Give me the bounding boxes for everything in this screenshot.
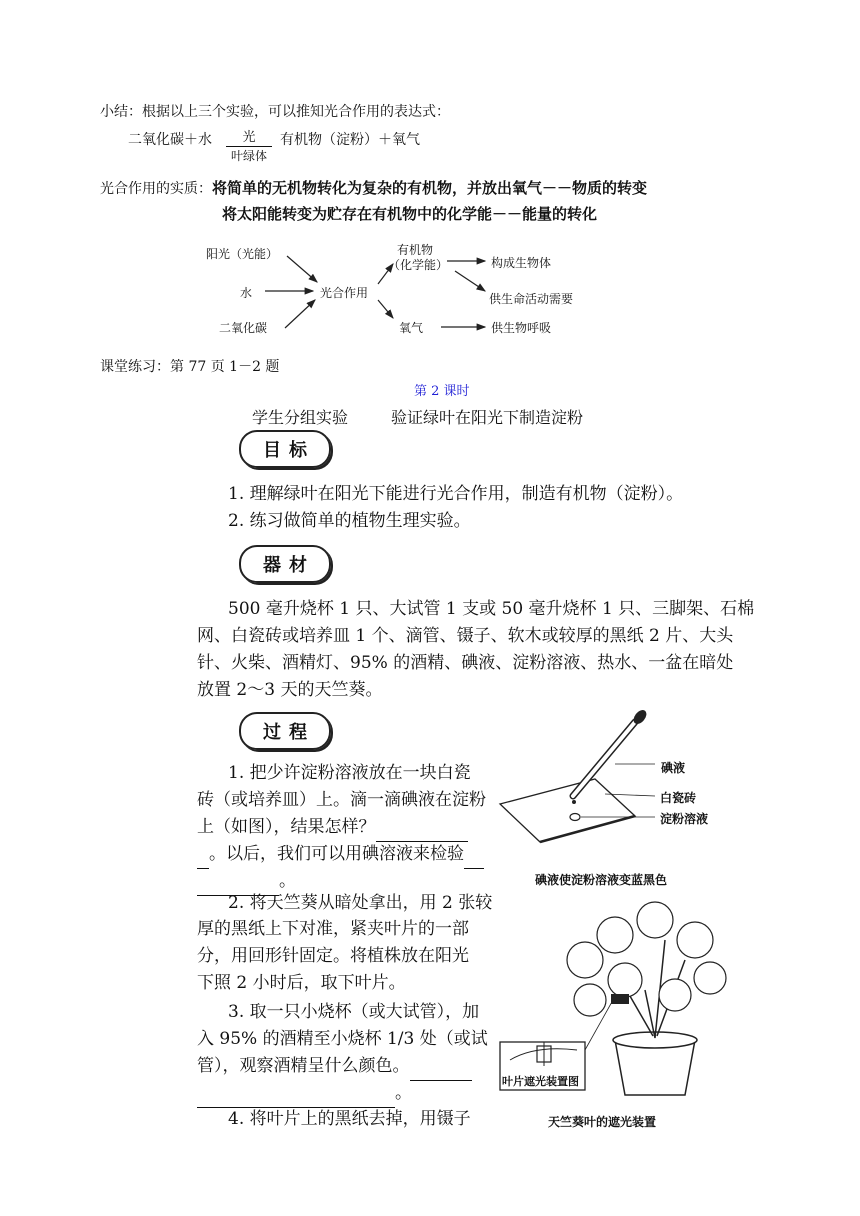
step2-line1: 2. 将天竺葵从暗处拿出，用 2 张较 [228, 893, 493, 913]
arrow-to-life [455, 271, 485, 291]
flow-oxygen: 氧气 [399, 321, 424, 335]
step2-line4: 下照 2 小时后，取下叶片。 [197, 973, 406, 993]
figure1-caption: 碘液使淀粉溶液变蓝黑色 [535, 873, 668, 887]
step2-line3: 分，用回形针固定。将植株放在阳光 [197, 946, 469, 966]
step3-line2: 入 95% 的酒精至小烧杯 1/3 处（或试 [197, 1029, 488, 1049]
flow-use-breath: 供生物呼吸 [491, 321, 552, 335]
arrow-sunlight [287, 256, 317, 282]
section-goal-badge [239, 430, 331, 468]
figure2-caption: 天竺葵叶的遮光装置 [548, 1115, 657, 1129]
answer-blank-3b[interactable] [197, 1080, 395, 1108]
materials-line-2: 网、白瓷砖或培养皿 1 个、滴管、镊子、软木或较厚的黑纸 2 片、大头 [197, 626, 734, 646]
condition-chlorophyll: 叶绿体 [230, 149, 267, 163]
answer-blank-2[interactable] [464, 841, 484, 869]
section-process-badge [239, 712, 331, 750]
flow-use-body: 构成生物体 [491, 256, 552, 270]
flow-water: 水 [240, 286, 253, 300]
condition-light: 光 [226, 126, 272, 147]
step3-line3 [197, 1053, 472, 1081]
answer-blank-1b[interactable] [197, 841, 209, 869]
step1-line3-text: 上（如图），结果怎样？ [197, 817, 376, 837]
label-iodine: 碘液 [661, 761, 686, 775]
step1-line4 [197, 841, 484, 869]
equation-right: 有机物（淀粉）＋氧气 [280, 132, 420, 148]
step3-line3-text: 管），观察酒精呈什么颜色。 [197, 1056, 410, 1076]
section-goal-text: 目标 [263, 440, 315, 461]
label-white-tile: 白瓷砖 [660, 791, 697, 805]
equation-left: 二氧化碳＋水 [128, 132, 212, 148]
inset-label: 叶片遮光装置图 [502, 1075, 579, 1088]
geranium-figure [495, 900, 735, 1100]
label-starch-solution: 淀粉溶液 [660, 812, 709, 826]
flow-organic: 有机物 [397, 243, 434, 257]
section-process-text: 过程 [263, 722, 315, 743]
step1-line4-text: 。以后，我们可以用碘溶液来检验 [209, 844, 464, 864]
iodine-dropper-figure [495, 704, 665, 844]
starch-drop-icon [570, 814, 580, 821]
essence-label [100, 177, 647, 198]
essence-line1: 将简单的无机物转化为复杂的有机物，并放出氧气－－物质的转变 [212, 179, 648, 197]
black-paper-clip-icon [611, 994, 629, 1004]
white-tile-icon [500, 779, 635, 842]
materials-line-3: 针、火柴、酒精灯、95% 的酒精、碘液、淀粉溶液、热水、一盆在暗处 [197, 653, 734, 673]
equation-condition [226, 126, 272, 164]
essence-label-text: 光合作用的实质： [100, 181, 212, 197]
goal-1: 1. 理解绿叶在阳光下能进行光合作用，制造有机物（淀粉）。 [228, 484, 684, 504]
answer-blank-1[interactable] [376, 814, 468, 842]
section-materials-badge [239, 545, 331, 583]
flow-sunlight: 阳光（光能） [206, 247, 279, 261]
flow-center: 光合作用 [320, 286, 369, 300]
step3-line4 [197, 1080, 412, 1108]
step3-line1: 3. 取一只小烧杯（或大试管），加 [228, 1002, 480, 1022]
flow-co2: 二氧化碳 [219, 321, 268, 335]
step4-line1: 4. 将叶片上的黑纸去掉，用镊子 [228, 1109, 471, 1129]
essence-line2: 将太阳能转变为贮存在有机物中的化学能－－能量的转化 [222, 205, 598, 223]
step1-line2: 砖（或培养皿）上。滴一滴碘液在淀粉 [197, 790, 486, 810]
step1-line5-text: 。 [279, 871, 296, 891]
flow-use-life: 供生命活动需要 [489, 292, 574, 306]
goal-2: 2. 练习做简单的植物生理实验。 [228, 511, 471, 531]
step3-line4-text: 。 [395, 1083, 412, 1103]
step1-line1: 1. 把少许淀粉溶液放在一块白瓷 [228, 763, 471, 783]
summary-line: 小结：根据以上三个实验，可以推知光合作用的表达式： [100, 104, 450, 120]
practice-line: 课堂练习：第 77 页 1－2 题 [100, 359, 280, 375]
materials-line-1: 500 毫升烧杯 1 只、大试管 1 支或 50 毫升烧杯 1 只、三脚架、石棉 [228, 599, 755, 619]
arrow-co2 [285, 300, 315, 328]
arrow-to-oxygen [378, 300, 393, 318]
lesson-number: 第 2 课时 [414, 384, 470, 399]
lesson-title-b: 验证绿叶在阳光下制造淀粉 [391, 408, 584, 427]
flow-chemical-energy: （化学能） [388, 258, 449, 272]
step1-line3 [197, 814, 468, 842]
section-materials-text: 器材 [263, 555, 315, 576]
lesson-title-a: 学生分组实验 [252, 408, 349, 427]
materials-line-4: 放置 2～3 天的天竺葵。 [197, 680, 383, 700]
step2-line2: 厚的黑纸上下对准，紧夹叶片的一部 [197, 919, 469, 939]
answer-blank-3[interactable] [410, 1053, 472, 1081]
